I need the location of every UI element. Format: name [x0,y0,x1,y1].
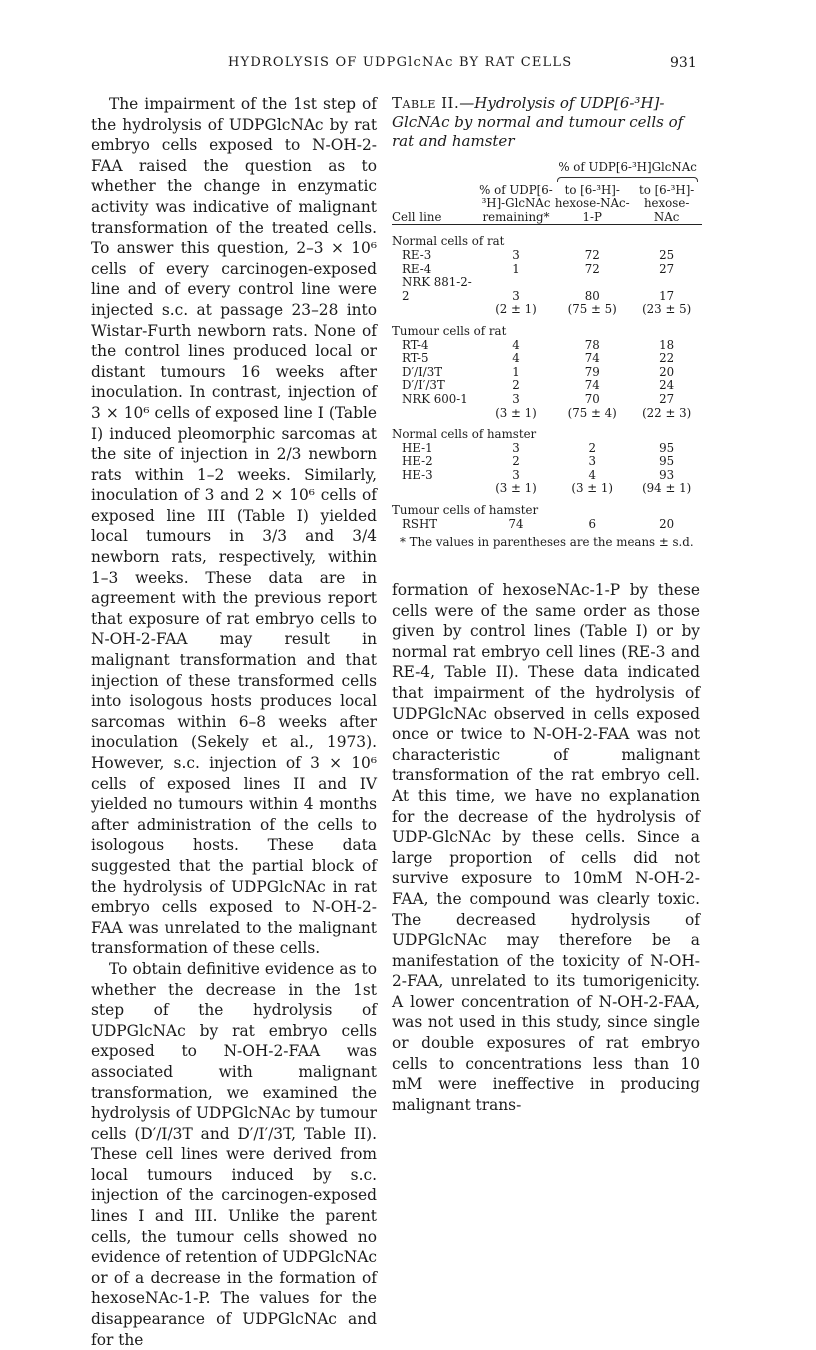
table-cell [392,482,479,496]
table-cell: 79 [584,364,600,379]
page-header [0,55,816,77]
page-number: 931 [670,55,697,71]
col-header-remaining: % of UDP[6-³H]-GlcNAc remaining* [479,182,553,224]
table-cell: (22 ± 3) [642,405,692,420]
table-cell: 2 [588,440,596,455]
table-cell: (2 ± 1) [495,302,537,317]
table-cell: 2 [512,454,520,469]
table-header-row-2 [392,184,702,225]
table-cell: 3 [512,247,520,262]
paragraph: formation of hexoseNAc-1-P by these cells were of the same order as those given by control lines (Table I) or by normal rat embryo cell lines (RE-3 and RE-4, Table II). These data indicated that impairment of the hydrolysis of UDPGlcNAc observed in cells exposed once or twice to N-OH-2-FAA was not characteristic of malignant transformation of the rat embryo cell. At this time, we have no explanation for the decrease of the hydrolysis of UDP-GlcNAc by these cells. Since a large proportion of cells did not survive exposure to 10mM N-OH-2-FAA, the compound was clearly toxic. The decreased hydrolysis of UDPGlcNAc may therefore be a manifestation of the toxicity of N-OH-2-FAA, unrelated to its tumorigenicity. A lower concentration of N-OH-2-FAA, was not used in this study, since single or double exposures of rat embryo cells to concentrations less than 10 mM were ineffective in producing malignant trans- [392,581,700,1114]
table-cell: 22 [659,351,675,366]
table-cell: 4 [512,351,520,366]
table-cell: NRK 600-1 [402,391,468,406]
table-cell: 72 [584,247,600,262]
table-row [392,366,702,380]
data-table [392,161,702,531]
table-row [392,393,702,407]
table-cell: 93 [659,467,675,482]
table-cell: 24 [659,378,675,393]
table-footnote: * The values in parentheses are the means ± s.d. [400,535,694,550]
table-section-title [392,227,702,249]
table-cell: RT-5 [402,351,429,366]
table-caption-text: —Hydrolysis of UDP[6-³H]-GlcNAc by normal and tumour cells of rat and hamster [392,94,684,150]
table-cell: 1 [512,364,520,379]
table-label: Table II. [392,94,460,112]
table-caption [392,94,702,151]
table-cell: NRK 881-2-2 [402,275,472,303]
table-cell [392,303,479,317]
table-cell: HE-1 [402,440,433,455]
table-cell: RSHT [402,516,438,531]
table-cell: (94 ± 1) [642,481,692,496]
table-row [392,469,702,483]
table-cell: 2 [512,378,520,393]
table-cell: 3 [512,440,520,455]
table-row [392,407,702,421]
table-cell: 27 [659,391,675,406]
table-cell: 3 [512,288,520,303]
table-cell: 3 [512,391,520,406]
table-header-row-1 [392,161,702,184]
table-cell: HE-2 [402,454,433,469]
table-cell: 17 [659,288,675,303]
table-cell: RE-3 [402,247,432,262]
table-cell: 3 [512,467,520,482]
table-cell: 6 [588,516,596,531]
table-row [392,442,702,456]
table-row [392,352,702,366]
section-title: Normal cells of hamster [392,427,537,442]
table-cell: 4 [588,467,596,482]
table-cell: 78 [584,337,600,352]
col-header-hexose-nac: to [6-³H]-hexose-NAc [638,182,695,224]
table-row [392,303,702,317]
table-cell: HE-3 [402,467,433,482]
table-row [392,263,702,277]
table-cell: RT-4 [402,337,429,352]
table-section-title [392,496,702,518]
section-title: Normal cells of rat [392,234,505,249]
table-cell: D′/I/3T [402,364,443,379]
table-cell: 95 [659,440,675,455]
table-row [392,482,702,496]
table-cell: 80 [584,288,600,303]
table-body [392,227,702,531]
table-cell: (3 ± 1) [495,405,537,420]
table-cell: (23 ± 5) [642,302,692,317]
table-cell: (3 ± 1) [571,481,614,496]
table-cell: 70 [584,391,600,406]
brace [557,177,698,182]
table-row [392,518,702,532]
table-cell: (75 ± 5) [567,302,617,317]
table-cell: 74 [508,516,524,531]
col-header-hexose-nac-1-p: to [6-³H]-hexose-NAc-1-P [554,182,630,224]
group-header [553,161,702,184]
table-cell: 1 [512,261,520,276]
table-cell: 74 [584,351,600,366]
group-header-text: % of UDP[6-³H]GlcNAc [558,160,697,174]
table-row [392,455,702,469]
table-cell: 20 [659,364,675,379]
table-cell: (3 ± 1) [495,481,537,496]
col-header-cell-line: Cell line [392,209,442,224]
table-cell [392,407,479,421]
table-cell: 27 [659,261,675,276]
table-cell: (75 ± 4) [567,405,617,420]
table-cell: 4 [512,337,520,352]
section-title: Tumour cells of rat [392,323,507,338]
table-cell: 20 [659,516,675,531]
table-row [392,339,702,353]
table-row [392,379,702,393]
table-ii [392,94,702,549]
table-row [392,249,702,263]
table-section-title [392,420,702,442]
table-row [392,276,702,303]
table-cell: D′/I′/3T [402,378,445,393]
table-cell: RE-4 [402,261,432,276]
paragraph: The impairment of the 1st step of the hydrolysis of UDPGlcNAc by rat embryo cells exposed to N-OH-2-FAA raised the question as to whether the change in enzymatic activity was indicative of malignant transformation of the treated cells. To answer this question, 2–3 × 10⁶ cells of every carcinogen-exposed line and of every control line were injected s.c. at passage 23–28 into Wistar-Furth newborn rats. None of the control lines produced local or distant tumours 16 weeks after inoculation. In contrast, injection of 3 × 10⁶ cells of exposed line I (Table I) induced pleomorphic sarcomas at the site of injection in 2/3 newborn rats within 1–2 weeks. Similarly, inoculation of 3 and 2 × 10⁶ cells of exposed line III (Table I) yielded local tumours in 3/3 and 3/4 newborn rats, respectively, within 1–3 weeks. These data are in agreement with the previous report that exposure of rat embryo cells to N-OH-2-FAA may result in malignant transformation and that injection of these transformed cells into isologous hosts produces local sarcomas within 6–8 weeks after inoculation (Sekely et al., 1973). However, s.c. injection of 3 × 10⁶ cells of exposed lines II and IV yielded no tumours within 4 months after administration of the cells to isologous hosts. These data suggested that the partial block of the hydrolysis of UDPGlcNAc in rat embryo cells exposed to N-OH-2-FAA was unrelated to the malignant transformation of these cells. [91,95,377,958]
table-cell: 3 [588,454,596,469]
paragraph: To obtain definitive evidence as to whether the decrease in the 1st step of the hydrolysis of UDPGlcNAc by rat embryo cells exposed to N-OH-2-FAA was associated with malignant transformation, we examined the hydrolysis of UDPGlcNAc by tumour cells (D′/I/3T and D′/I′/3T, Table II). These cell lines were derived from local tumours induced by s.c. injection of the carcinogen-exposed lines I and III. Unlike the parent cells, the tumour cells showed no evidence of retention of UDPGlcNAc or of a decrease in the formation of hexoseNAc-1-P. The values for the disappearance of UDPGlcNAc and for the [91,959,377,1349]
table-section-title [392,317,702,339]
table-cell: 74 [584,378,600,393]
table-cell: 25 [659,247,675,262]
left-column [91,94,377,1350]
table-cell: 95 [659,454,675,469]
running-title: HYDROLYSIS OF UDPGlcNAc BY RAT CELLS [228,55,573,70]
right-column [392,580,700,1115]
section-title: Tumour cells of hamster [392,503,539,518]
table-cell: 18 [659,337,675,352]
table-cell: 72 [584,261,600,276]
